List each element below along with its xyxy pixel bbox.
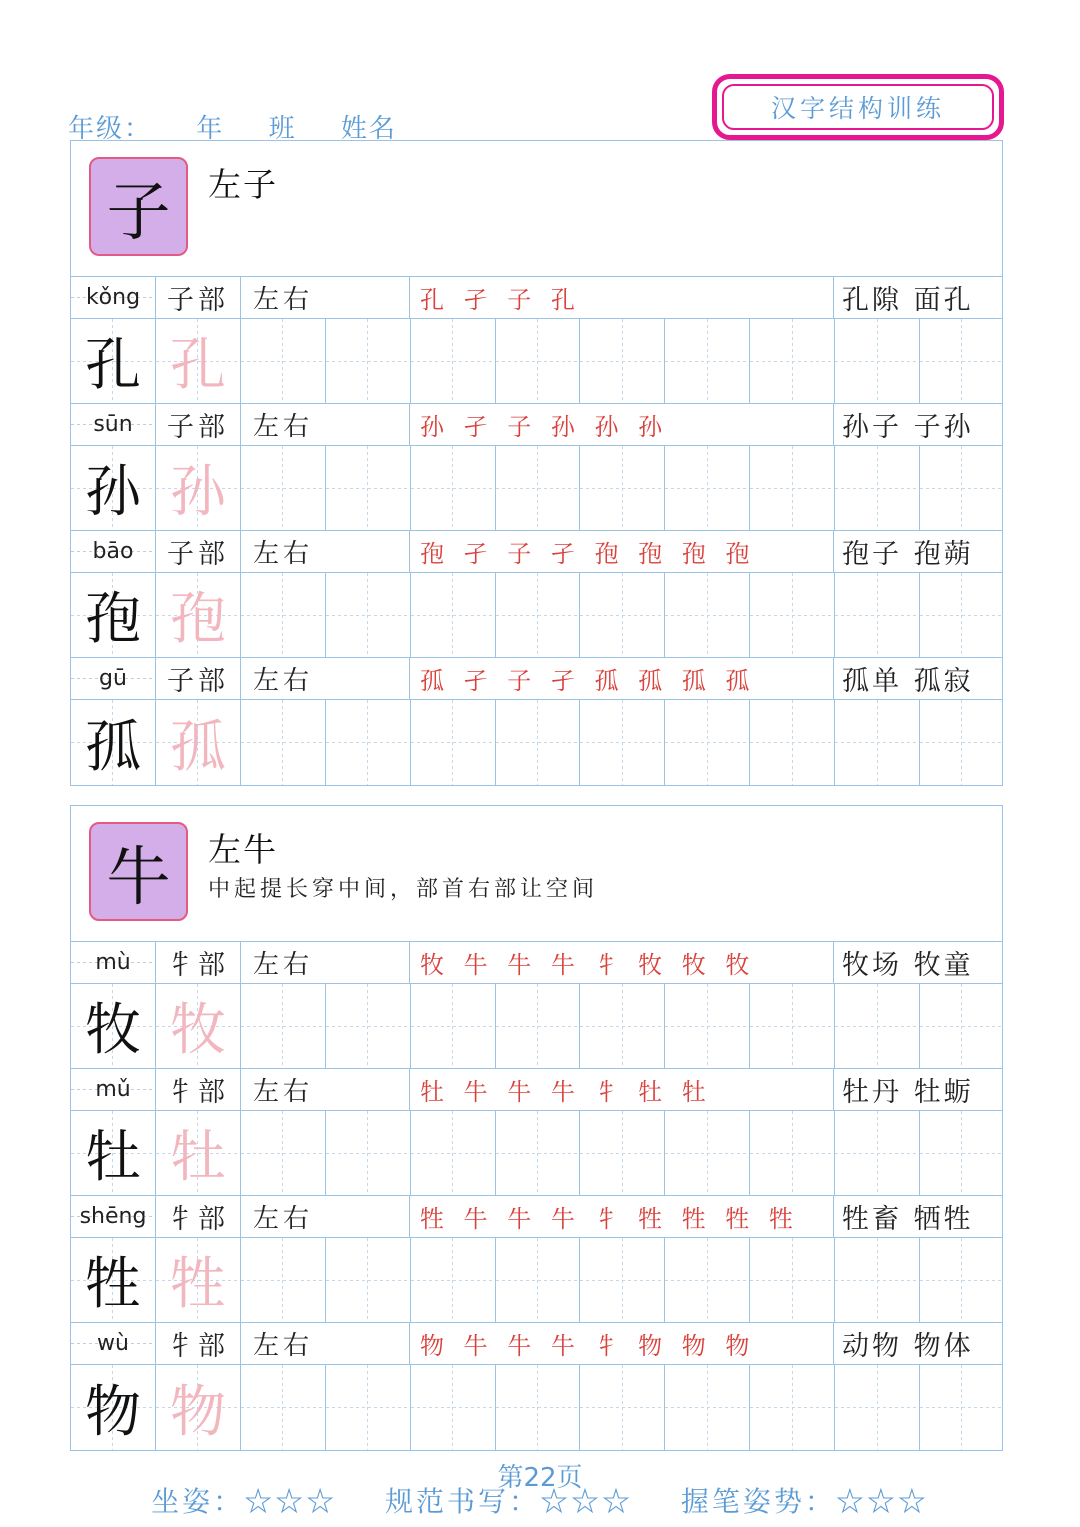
pinyin: wù	[71, 1323, 156, 1364]
radical: 牜部	[156, 1323, 241, 1364]
grade-label: 年级：	[68, 114, 153, 144]
radical: 牜部	[156, 1196, 241, 1237]
practice-box[interactable]	[241, 1365, 326, 1450]
trace-char: 孢	[156, 573, 241, 657]
stroke-order: 物 牛 牛 牛 牜 物 物 物	[410, 1323, 834, 1364]
practice-box[interactable]	[835, 319, 920, 403]
example-words: 孤单 孤寂	[842, 666, 974, 697]
practice-box[interactable]	[326, 446, 411, 530]
page-number: 第22页	[497, 1463, 583, 1493]
posture-rating: 坐姿：☆☆☆	[151, 1485, 338, 1518]
char-entry	[71, 658, 1002, 785]
rating-footer	[0, 1480, 1080, 1520]
name-label: 姓名	[340, 114, 397, 144]
practice-box[interactable]	[665, 1111, 750, 1195]
grip-rating: 握笔姿势：☆☆☆	[680, 1485, 929, 1518]
structure: 左右	[241, 658, 410, 699]
structure: 左右	[241, 531, 410, 572]
practice-box[interactable]	[496, 446, 581, 530]
practice-box[interactable]	[750, 319, 835, 403]
practice-box[interactable]	[750, 984, 835, 1068]
practice-box[interactable]	[326, 984, 411, 1068]
model-char: 孙	[71, 446, 156, 530]
practice-box[interactable]	[920, 446, 1002, 530]
practice-box[interactable]	[241, 700, 326, 785]
pinyin: sūn	[71, 404, 156, 445]
radical: 子部	[156, 658, 241, 699]
practice-box[interactable]	[750, 1238, 835, 1322]
section-title: 左子	[208, 165, 278, 204]
char-entry	[71, 277, 1002, 404]
char-entry	[71, 1323, 1002, 1450]
section-zi	[70, 140, 1003, 786]
practice-box[interactable]	[750, 700, 835, 785]
practice-box[interactable]	[665, 984, 750, 1068]
practice-box[interactable]	[241, 984, 326, 1068]
practice-box[interactable]	[580, 700, 665, 785]
practice-box[interactable]	[241, 446, 326, 530]
stroke-order: 牲 牛 牛 牛 牜 牲 牲 牲 牲	[410, 1196, 834, 1237]
practice-box[interactable]	[326, 1238, 411, 1322]
radical: 子部	[156, 404, 241, 445]
example-words: 动物 物体	[842, 1331, 974, 1362]
pinyin: shēng	[71, 1196, 156, 1237]
practice-box[interactable]	[750, 1111, 835, 1195]
practice-box[interactable]	[496, 1365, 581, 1450]
practice-box[interactable]	[920, 319, 1002, 403]
radical-tile: 牛	[89, 822, 188, 921]
practice-box[interactable]	[411, 1111, 496, 1195]
practice-box[interactable]	[835, 700, 920, 785]
practice-box[interactable]	[920, 1365, 1002, 1450]
trace-char: 孔	[156, 319, 241, 403]
example-words: 孔隙 面孔	[842, 285, 974, 316]
practice-box[interactable]	[326, 573, 411, 657]
structure: 左右	[241, 1069, 410, 1110]
practice-box[interactable]	[496, 573, 581, 657]
structure: 左右	[241, 1196, 410, 1237]
practice-box[interactable]	[920, 1111, 1002, 1195]
practice-box[interactable]	[411, 984, 496, 1068]
practice-box[interactable]	[326, 1111, 411, 1195]
practice-box[interactable]	[835, 573, 920, 657]
stroke-order: 孙 孑 子 孙 孙 孙	[410, 404, 834, 445]
practice-box[interactable]	[411, 446, 496, 530]
structure: 左右	[241, 277, 410, 318]
practice-box[interactable]	[750, 446, 835, 530]
writing-rating: 规范书写：☆☆☆	[384, 1485, 633, 1518]
practice-box[interactable]	[411, 319, 496, 403]
char-entry	[71, 404, 1002, 531]
model-char: 牧	[71, 984, 156, 1068]
section-intro	[71, 141, 1002, 277]
example-words: 牡丹 牡蛎	[842, 1077, 974, 1108]
practice-box[interactable]	[665, 1365, 750, 1450]
char-entry	[71, 531, 1002, 658]
practice-box[interactable]	[580, 1238, 665, 1322]
trace-char: 牧	[156, 984, 241, 1068]
pinyin: gū	[71, 658, 156, 699]
practice-box[interactable]	[326, 1365, 411, 1450]
practice-box[interactable]	[580, 1111, 665, 1195]
radical: 牜部	[156, 1069, 241, 1110]
pinyin: mǔ	[71, 1069, 156, 1110]
trace-char: 孤	[156, 700, 241, 785]
structure: 左右	[241, 942, 410, 983]
radical: 子部	[156, 531, 241, 572]
model-char: 孔	[71, 319, 156, 403]
pinyin: mù	[71, 942, 156, 983]
trace-char: 牲	[156, 1238, 241, 1322]
model-char: 孤	[71, 700, 156, 785]
example-words: 牧场 牧童	[842, 950, 974, 981]
model-char: 牲	[71, 1238, 156, 1322]
model-char: 牡	[71, 1111, 156, 1195]
practice-box[interactable]	[750, 573, 835, 657]
pinyin: bāo	[71, 531, 156, 572]
practice-box[interactable]	[241, 319, 326, 403]
radical: 牜部	[156, 942, 241, 983]
structure: 左右	[241, 1323, 410, 1364]
radical-tile: 子	[89, 157, 188, 256]
practice-box[interactable]	[665, 446, 750, 530]
radical: 子部	[156, 277, 241, 318]
practice-box[interactable]	[835, 1365, 920, 1450]
practice-box[interactable]	[411, 700, 496, 785]
char-entry	[71, 942, 1002, 1069]
practice-box[interactable]	[496, 700, 581, 785]
practice-box[interactable]	[920, 700, 1002, 785]
practice-box[interactable]	[411, 1365, 496, 1450]
practice-box[interactable]	[580, 319, 665, 403]
practice-box[interactable]	[580, 1365, 665, 1450]
practice-box[interactable]	[835, 1111, 920, 1195]
practice-box[interactable]	[411, 573, 496, 657]
practice-box[interactable]	[411, 1238, 496, 1322]
char-entry	[71, 1196, 1002, 1323]
practice-box[interactable]	[665, 573, 750, 657]
char-entry	[71, 1069, 1002, 1196]
practice-box[interactable]	[241, 573, 326, 657]
practice-box[interactable]	[241, 1238, 326, 1322]
trace-char: 牡	[156, 1111, 241, 1195]
practice-box[interactable]	[496, 319, 581, 403]
practice-box[interactable]	[920, 573, 1002, 657]
example-words: 孙子 子孙	[842, 412, 974, 443]
example-words: 孢子 孢蒴	[842, 539, 974, 570]
practice-box[interactable]	[496, 1238, 581, 1322]
trace-char: 孙	[156, 446, 241, 530]
stroke-order: 孢 孑 子 孑 孢 孢 孢 孢	[410, 531, 834, 572]
practice-box[interactable]	[326, 700, 411, 785]
badge-title: 汉字结构训练	[722, 84, 994, 130]
practice-box[interactable]	[496, 984, 581, 1068]
practice-box[interactable]	[580, 573, 665, 657]
stroke-order: 孤 孑 子 孑 孤 孤 孤 孤	[410, 658, 834, 699]
practice-box[interactable]	[835, 446, 920, 530]
practice-box[interactable]	[580, 984, 665, 1068]
stroke-order: 孔 孑 子 孔	[410, 277, 834, 318]
practice-box[interactable]	[326, 319, 411, 403]
trace-char: 物	[156, 1365, 241, 1450]
practice-box[interactable]	[835, 984, 920, 1068]
practice-box[interactable]	[580, 446, 665, 530]
practice-box[interactable]	[241, 1111, 326, 1195]
practice-box[interactable]	[920, 1238, 1002, 1322]
section-title: 左牛	[208, 830, 278, 869]
structure: 左右	[241, 404, 410, 445]
section-niu	[70, 805, 1003, 1451]
stroke-order: 牧 牛 牛 牛 牜 牧 牧 牧	[410, 942, 834, 983]
title-badge	[712, 74, 1004, 140]
year-label: 年	[196, 114, 225, 144]
stroke-order: 牡 牛 牛 牛 牜 牡 牡	[410, 1069, 834, 1110]
class-label: 班	[268, 114, 297, 144]
practice-box[interactable]	[835, 1238, 920, 1322]
example-words: 牲畜 牺牲	[842, 1204, 974, 1235]
section-tip: 中起提长穿中间，部首右部让空间	[208, 877, 599, 902]
practice-box[interactable]	[750, 1365, 835, 1450]
practice-box[interactable]	[665, 700, 750, 785]
practice-box[interactable]	[665, 319, 750, 403]
model-char: 物	[71, 1365, 156, 1450]
section-intro	[71, 806, 1002, 942]
pinyin: kǒng	[71, 277, 156, 318]
model-char: 孢	[71, 573, 156, 657]
practice-box[interactable]	[920, 984, 1002, 1068]
practice-box[interactable]	[665, 1238, 750, 1322]
practice-box[interactable]	[496, 1111, 581, 1195]
